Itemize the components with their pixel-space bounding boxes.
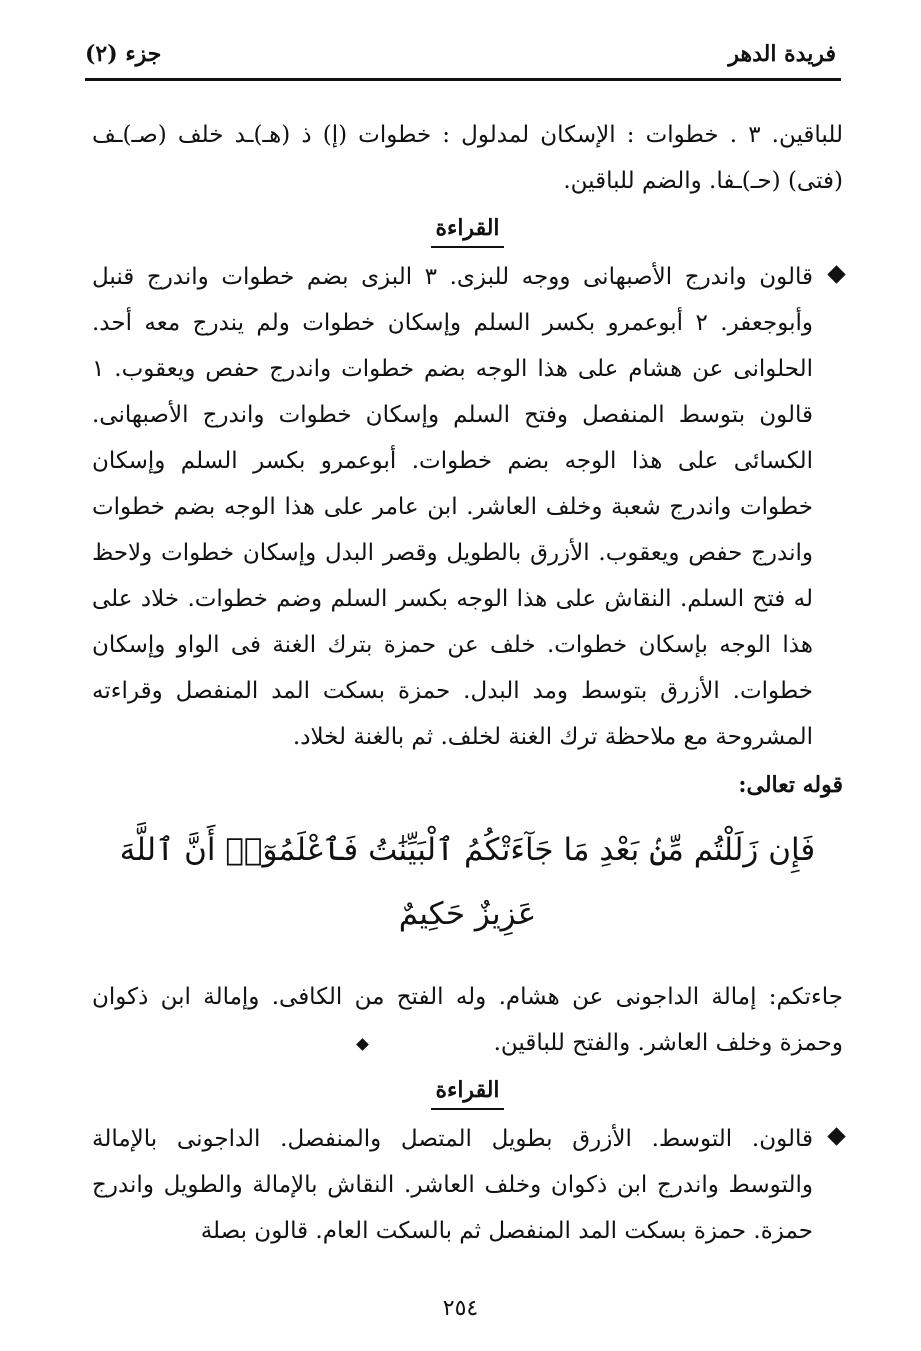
header-rule (85, 78, 841, 81)
section-title-2-text: القراءة (431, 1072, 503, 1110)
part-number: جزء (٢) (85, 41, 162, 67)
reading-paragraph-1-text: قالون واندرج الأصبهانى ووجه للبزى. ٣ البزى بضم خطوات واندرج قنبل وأبوجعفر. ٢ أبوعمرو بكسر السلم وإسكان خطوات ولم يندرج معه أحد. الحلوانى عن هشام على هذا الوجه بضم خطوات واندرج حفص ويعقوب. ١ قالون بتوسط المنفصل وفتح السلم وإسكان خطوات واندرج الأصبهانى. الكسائى على هذا الوجه بضم خطوات. أبوعمرو بكسر السلم وإسكان خطوات واندرج شعبة وخلف العاشر. ابن عامر على هذا الوجه بضم خطوات واندرج حفص ويعقوب. الأزرق بالطويل وقصر البدل وإسكان خطوات ولاحظ له فتح السلم. النقاش على هذا الوجه بكسر السلم وضم خطوات. خلاد على هذا الوجه بإسكان خطوات. خلف عن حمزة بترك الغنة فى الواو وإسكان خطوات. الأزرق بتوسط ومد البدل. حمزة بسكت المد المنفصل وقراءته المشروحة مع ملاحظة ترك الغنة لخلف. ثم بالغنة لخلاد. (92, 264, 813, 750)
diamond-bullet-icon (827, 265, 845, 283)
verse-label: قوله تعالى: (738, 772, 843, 798)
section-title-1 (92, 208, 843, 248)
section-title-2 (92, 1070, 843, 1110)
book-title: فريدة الدهر (728, 41, 836, 67)
quran-verse: فَإِن زَلَلْتُم مِّنۢ بَعْدِ مَا جَآءَتْكُمُ ٱلْبَيِّنَٰتُ فَٱعْلَمُوٓا۟ أَنَّ ٱللَّهَ عَزِيزٌ حَكِيمٌ (119, 832, 816, 932)
explanation-paragraph: جاءتكم: إمالة الداجونى عن هشام. وله الفتح من الكافى. وإمالة ابن ذكوان وحمزة وخلف العاشر. والفتح للباقين. (92, 984, 843, 1056)
reading-paragraph-2-text: قالون. التوسط. الأزرق بطويل المتصل والمنفصل. الداجونى بالإمالة والتوسط واندرج ابن ذكوان وخلف العاشر. النقاش بالإمالة والطويل واندرج حمزة. حمزة بسكت المد المنفصل ثم بالسكت العام. قالون بصلة (92, 1126, 813, 1244)
diamond-bullet-icon (827, 1127, 845, 1145)
page-content (92, 112, 843, 1254)
page-header (85, 34, 836, 74)
page-number: ٢٥٤ (442, 1296, 479, 1321)
reading-paragraph-1 (92, 254, 843, 760)
reading-paragraph-2 (92, 1116, 843, 1254)
section-title-1-text: القراءة (431, 210, 503, 248)
top-paragraph: للباقين. ٣ . خطوات : الإسكان لمدلول : خطوات (إ) ذ (هـ)ـد خلف (صـ)ـف (فتى) (حـ)ـفا. والضم للباقين. (92, 122, 843, 194)
